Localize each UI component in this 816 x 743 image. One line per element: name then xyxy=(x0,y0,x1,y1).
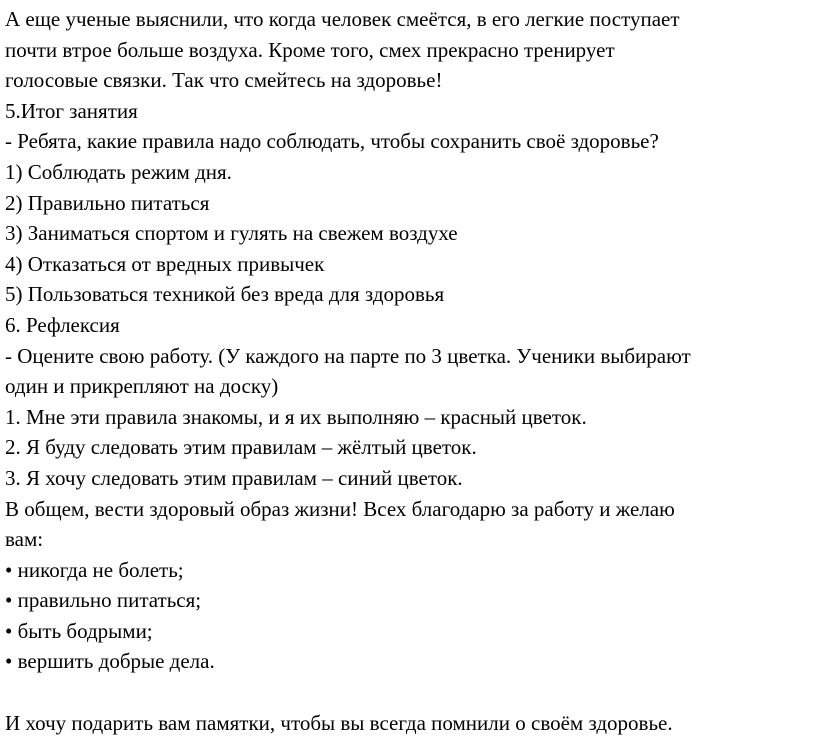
bullet-item: • быть бодрыми; xyxy=(5,618,153,643)
rule-item: 2) Правильно питаться xyxy=(5,190,210,215)
bullet-item: • никогда не болеть; xyxy=(5,557,184,582)
reflection-item: 3. Я хочу следовать этим правилам – синий цветок. xyxy=(5,465,463,490)
blank-line xyxy=(5,677,813,708)
paragraph-line: - Оцените свою работу. (У каждого на парте по 3 цветка. Ученики выбирают xyxy=(5,343,691,368)
section-heading: 5.Итог занятия xyxy=(5,98,138,123)
question-line: - Ребята, какие правила надо соблюдать, чтобы сохранить своё здоровье? xyxy=(5,129,659,154)
rule-item: 3) Заниматься спортом и гулять на свежем воздухе xyxy=(5,221,458,246)
reflection-item: 1. Мне эти правила знакомы, и я их выполняю – красный цветок. xyxy=(5,404,587,429)
rule-item: 1) Соблюдать режим дня. xyxy=(5,159,232,184)
rule-item: 5) Пользоваться техникой без вреда для здоровья xyxy=(5,282,445,307)
bullet-item: • правильно питаться; xyxy=(5,588,202,613)
paragraph-line: почти втрое больше воздуха. Кроме того, смех прекрасно тренирует xyxy=(5,37,615,62)
document-body xyxy=(5,4,813,738)
section-heading: 6. Рефлексия xyxy=(5,312,120,337)
rule-item: 4) Отказаться от вредных привычек xyxy=(5,251,325,276)
closing-line: И хочу подарить вам памятки, чтобы вы всегда помнили о своём здоровье. xyxy=(5,710,673,735)
paragraph-line: голосовые связки. Так что смейтесь на здоровье! xyxy=(5,68,443,93)
paragraph-line: В общем, вести здоровый образ жизни! Всех благодарю за работу и желаю xyxy=(5,496,675,521)
paragraph-line: А еще ученые выяснили, что когда человек смеётся, в его легкие поступает xyxy=(5,7,680,31)
reflection-item: 2. Я буду следовать этим правилам – жёлтый цветок. xyxy=(5,435,477,460)
paragraph-line: вам: xyxy=(5,527,44,552)
bullet-item: • вершить добрые дела. xyxy=(5,649,215,674)
paragraph-line: один и прикрепляют на доску) xyxy=(5,374,279,399)
